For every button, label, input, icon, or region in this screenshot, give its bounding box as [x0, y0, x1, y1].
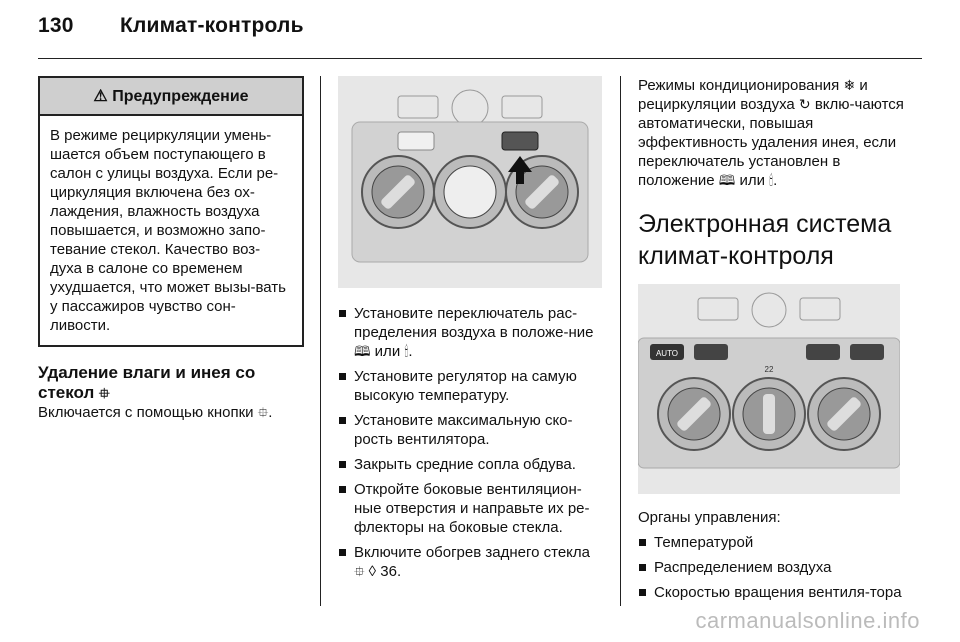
warning-header	[40, 78, 302, 116]
section-heading: Электронная система климат-контроля	[638, 210, 892, 270]
windshield-footwell-air-icon: 🕯	[769, 172, 774, 188]
warning-box	[38, 76, 304, 347]
list-item: Скоростью вращения вентиля-тора	[638, 583, 906, 602]
ac-snowflake-icon: ❄	[843, 77, 856, 93]
defrost-steps	[338, 304, 604, 581]
list-item: Установите переключатель рас-пределения воздуха в положе-ние 🕮 или 🕯.	[338, 304, 604, 361]
rear-defrost-icon: ⯐	[257, 404, 269, 420]
auto-modes-paragraph: Режимы кондиционирования ❄ и рециркуляции воздуха ↻ вклю-чаются автоматически, повышая эффективность удаления инея, если переключатель установлен в положение 🕮 или 🕯.	[638, 77, 904, 189]
list-item: Закрыть средние сопла обдува.	[338, 455, 604, 474]
right-column	[638, 76, 906, 608]
recirculation-icon: ↻	[798, 96, 811, 112]
list-item: Включите обогрев заднего стекла ⯐ ◊ 36.	[338, 543, 604, 581]
list-item: Температурой	[638, 533, 906, 552]
warning-title: Предупреждение	[112, 88, 249, 105]
header-rule	[38, 58, 922, 59]
page-reference: 36.	[380, 563, 402, 580]
list-item: Установите максимальную ско-рость вентилятора.	[338, 411, 604, 449]
column-divider-right	[620, 76, 621, 606]
windshield-air-icon: 🕮	[354, 343, 371, 359]
windshield-footwell-air-icon: 🕯	[404, 343, 409, 359]
left-column	[38, 76, 304, 422]
temperature-mark: 22	[764, 365, 774, 374]
list-item: Установите регулятор на самую высокую температуру.	[338, 367, 604, 405]
page-title: Климат-контроль	[120, 14, 304, 37]
list-item: Распределением воздуха	[638, 558, 906, 577]
controls-list	[638, 533, 906, 602]
windshield-air-icon: 🕮	[718, 172, 736, 188]
section-heading: Удаление влаги и инея со стекол ⯐	[38, 363, 256, 402]
defrost-section	[38, 363, 304, 422]
climate-panel-image	[338, 76, 602, 288]
controls-label: Органы управления:	[638, 509, 781, 526]
electronic-climate-panel-image	[638, 284, 900, 494]
electronic-panel-illustration	[638, 284, 900, 494]
footer-watermark: carmanualsonline.info	[695, 608, 920, 633]
climate-panel-illustration	[338, 76, 602, 288]
page-header	[38, 14, 304, 38]
defrost-intro: Включается с помощью кнопки ⯐.	[38, 404, 273, 421]
rear-defrost-icon: ⯐	[354, 563, 365, 579]
auto-button-label: AUTO	[655, 349, 679, 358]
list-item: Откройте боковые вентиляцион-ные отверстия и направьте их ре-флекторы на боковые стекла.	[338, 480, 604, 537]
page-reference-icon: ◊	[368, 563, 377, 580]
page-number: 130	[38, 14, 74, 37]
middle-column	[338, 76, 604, 587]
warning-text: В режиме рециркуляции умень-шается объем поступающего в салон с улицы воздуха. Если ре-циркуляция включена без ох-лаждения, влажность воздуха повышается, и возможно запо-тевание стекол. Качество воз-духа в салоне со временем ухудшается, что может вызы-вать у пассажиров чувство сон-ливости.	[50, 127, 286, 334]
warning-triangle-icon: ⚠	[93, 88, 108, 105]
column-divider-left	[320, 76, 321, 606]
rear-defrost-icon: ⯐	[99, 385, 110, 401]
